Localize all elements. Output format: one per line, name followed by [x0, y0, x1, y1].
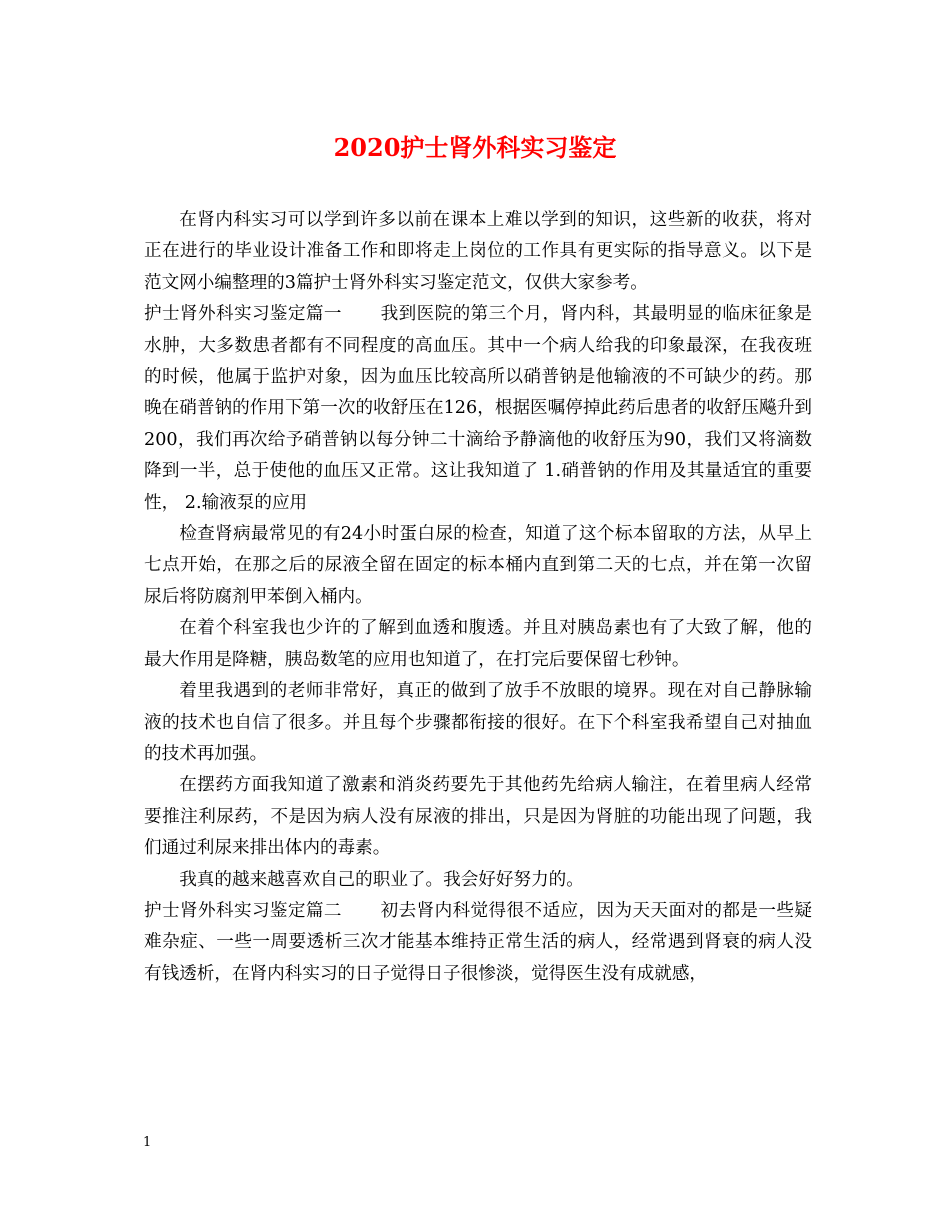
dialysis-paragraph: 在着个科室我也少许的了解到血透和腹透。并且对胰岛素也有了大致了解，他的最大作用是降糖，胰岛数笔的应用也知道了，在打完后要保留七秒钟。 — [144, 618, 812, 670]
section-two-paragraph — [144, 896, 812, 990]
urine-test-paragraph: 检查肾病最常见的有24小时蛋白尿的检查，知道了这个标本留取的方法，从早上七点开始，在那之后的尿液全留在固定的标本桶内直到第二天的七点，并在第一次留尿后将防腐剂甲苯倒入桶内。 — [144, 524, 812, 607]
closing-paragraph: 我真的越来越喜欢自己的职业了。我会好好努力的。 — [179, 869, 584, 890]
section-one-heading: 护士肾外科实习鉴定篇一 — [144, 304, 342, 325]
page-number: 1 — [143, 1135, 152, 1150]
teacher-paragraph: 着里我遇到的老师非常好，真正的做到了放手不放眼的境界。现在对自己静脉输液的技术也自信了很多。并且每个步骤都衔接的很好。在下个科室我希望自己对抽血的技术再加强。 — [144, 681, 812, 764]
document-body — [144, 205, 812, 990]
medication-paragraph: 在摆药方面我知道了激素和消炎药要先于其他药先给病人输注，在着里病人经常要推注利尿药，不是因为病人没有尿液的排出，只是因为肾脏的功能出现了问题，我们通过利尿来排出体内的毒素。 — [144, 775, 812, 859]
intro-paragraph: 在肾内科实习可以学到许多以前在课本上难以学到的知识，这些新的收获，将对正在进行的毕业设计准备工作和即将走上岗位的工作具有更实际的指导意义。以下是范文网小编整理的3篇护士肾外科实习鉴定范文，仅供大家参考。 — [144, 210, 812, 293]
document-title: 2020护士肾外科实习鉴定 — [333, 133, 617, 162]
section-one-paragraph — [144, 299, 812, 519]
section-two-text: 初去肾内科觉得很不适应，因为天天面对的都是一些疑难杂症、一些一周要透析三次才能基本维持正常生活的病人，经常遇到肾衰的病人没有钱透析，在肾内科实习的日子觉得日子很惨淡，觉得医生没有成就感， — [144, 900, 812, 984]
section-one-text: 我到医院的第三个月，肾内科，其最明显的临床征象是水肿，大多数患者都有不同程度的高血压。其中一个病人给我的印象最深，在我夜班的时候，他属于监护对象，因为血压比较高所以硝普钠是他输液的不可缺少的药。那晚在硝普钠的作用下第一次的收舒压在126，根据医嘱停掉此药后患者的收舒压飚升到200，我们再次给予硝普钠以每分钟二十滴给予静滴他的收舒压为90，我们又将滴数降到一半，总于使他的血压又正常。这让我知道了 1.硝普钠的作用及其量适宜的重要性， 2.输液泵的应用 — [144, 304, 812, 513]
section-two-heading: 护士肾外科实习鉴定篇二 — [144, 900, 342, 921]
